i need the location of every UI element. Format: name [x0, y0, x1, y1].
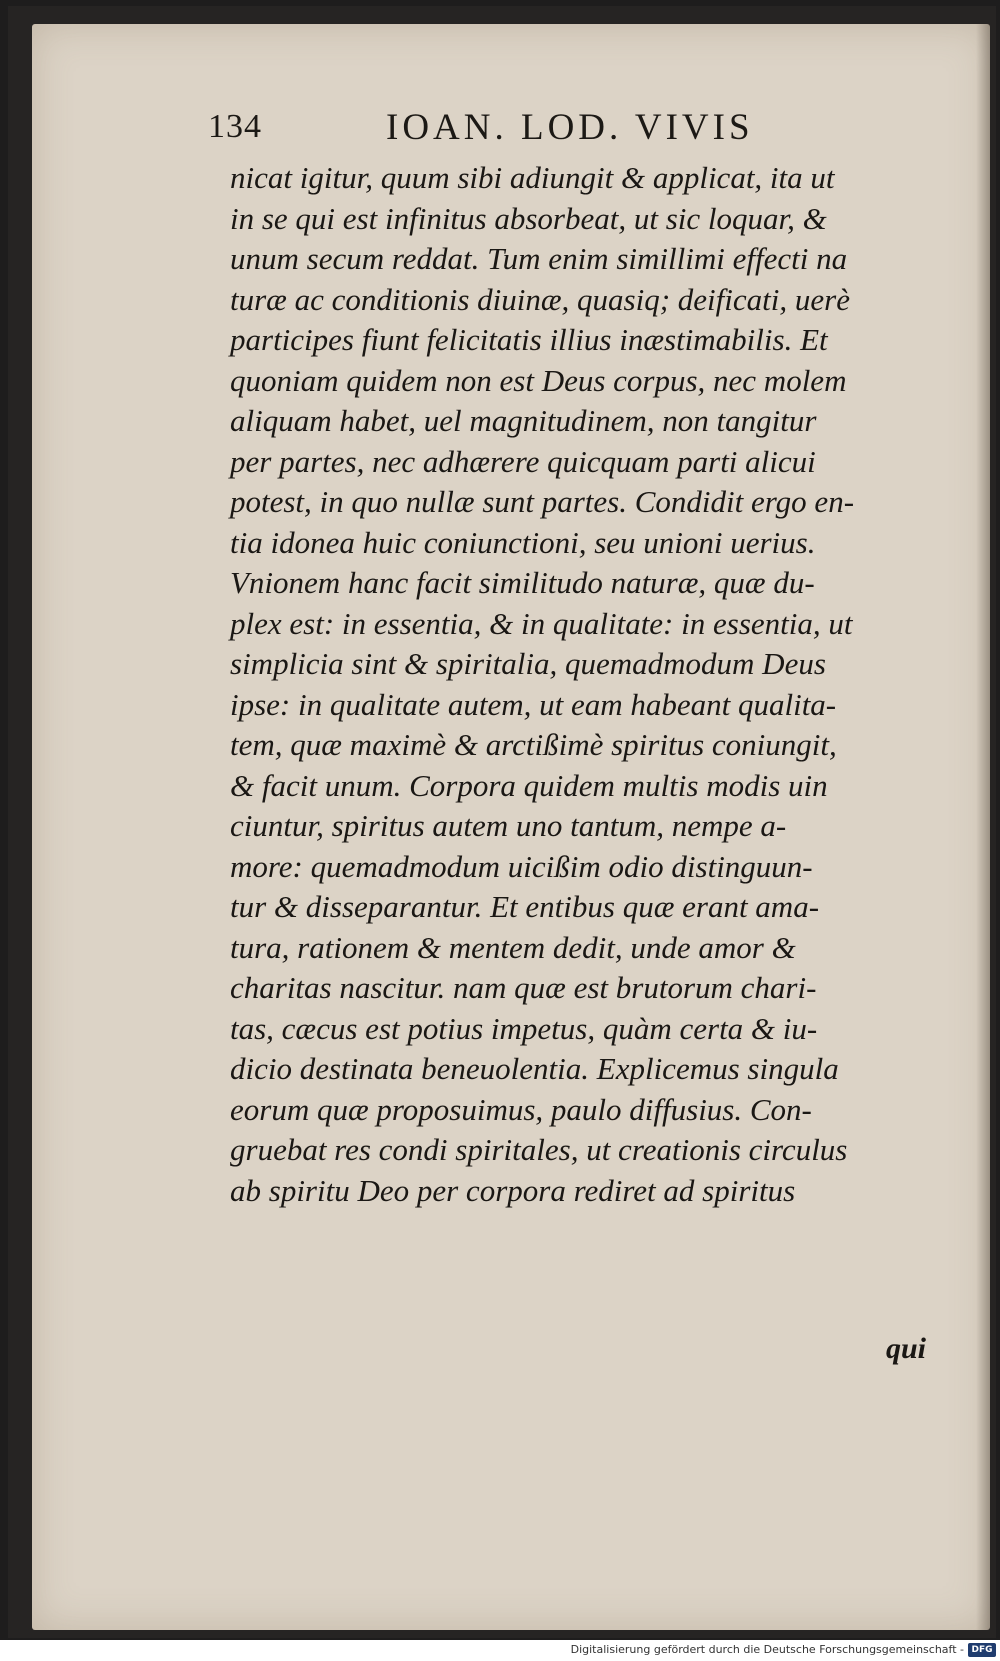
text-line: in se qui est infinitus absorbeat, ut sic loquar, & — [230, 200, 827, 236]
dfg-logo: DFG — [968, 1643, 996, 1657]
catchword: qui — [886, 1332, 927, 1365]
text-line: turæ ac conditionis diuinæ, quasiq; deificati, uerè — [230, 281, 850, 317]
text-line: potest, in quo nullæ sunt partes. Condidit ergo en- — [230, 484, 855, 519]
text-line: tura, rationem & mentem dedit, unde amor & — [230, 929, 796, 965]
page-number: 134 — [208, 108, 262, 145]
text-line: ipse: in qualitate autem, ut eam habeant qualita- — [230, 686, 837, 722]
body-text — [230, 158, 930, 1211]
text-line: gruebat res condi spiritales, ut creationis circulus — [230, 1132, 848, 1167]
text-line: eorum quæ proposuimus, paulo diffusius. Con- — [230, 1091, 812, 1127]
text-line: simplicia sint & spiritalia, quemadmodum Deus — [230, 646, 826, 681]
text-line: tia idonea huic coniunctioni, seu unioni uerius. — [230, 524, 816, 560]
text-line: & facit unum. Corpora quidem multis modis uin — [230, 767, 828, 803]
text-line: plex est: in essentia, & in qualitate: in essentia, ut — [230, 605, 853, 641]
text-line: unum secum reddat. Tum enim simillimi effecti na — [230, 241, 848, 276]
text-line: Vnionem hanc facit similitudo naturæ, quæ du- — [230, 565, 815, 600]
text-line: more: quemadmodum uicißim odio distinguun- — [230, 848, 813, 884]
text-line: ab spiritu Deo per corpora rediret ad spiritus — [230, 1172, 796, 1208]
text-line: dicio destinata beneuolentia. Explicemus singula — [230, 1051, 839, 1086]
text-line: tur & disseparantur. Et entibus quæ erant ama- — [230, 889, 820, 924]
footer-bar — [0, 1640, 1000, 1661]
text-line: charitas nascitur. nam quæ est brutorum chari- — [230, 970, 817, 1005]
text-line: ciuntur, spiritus autem uno tantum, nempe a- — [230, 808, 787, 843]
page-header — [208, 102, 818, 162]
text-line: tem, quæ maximè & arctißimè spiritus coniungit, — [230, 727, 837, 762]
text-line: tas, cæcus est potius impetus, quàm certa & iu- — [230, 1010, 818, 1046]
text-line: nicat igitur, quum sibi adiungit & applicat, ita ut — [230, 160, 835, 195]
text-line: aliquam habet, uel magnitudinem, non tangitur — [230, 403, 817, 438]
text-line: participes fiunt felicitatis illius inæstimabilis. Et — [230, 322, 828, 357]
funding-credit: Digitalisierung gefördert durch die Deutsche Forschungsgemeinschaft - — [570, 1643, 964, 1656]
text-line: per partes, nec adhærere quicquam parti alicui — [230, 443, 816, 479]
text-line: quoniam quidem non est Deus corpus, nec molem — [230, 362, 847, 398]
running-head: IOAN. LOD. VIVIS — [386, 107, 754, 148]
